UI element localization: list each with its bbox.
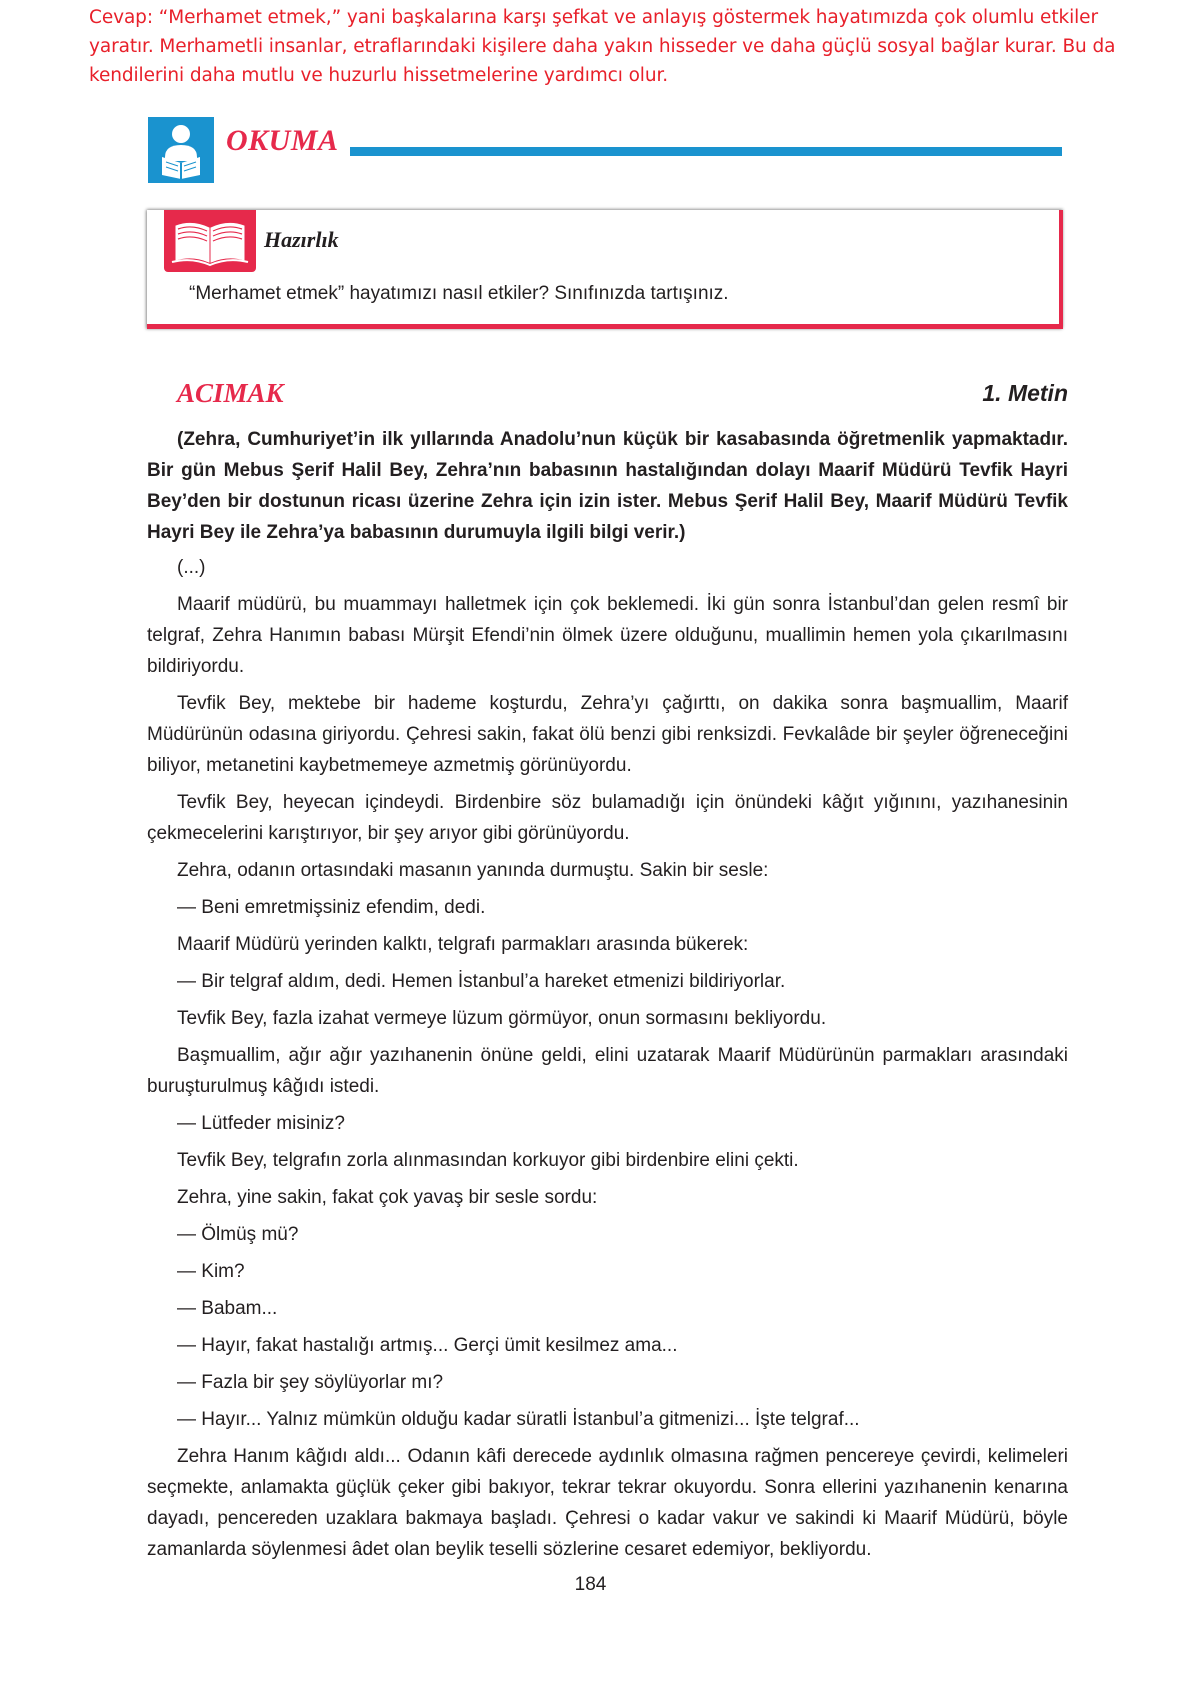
section-title-bar bbox=[350, 147, 1062, 156]
paragraph: Zehra Hanım kâğıdı aldı... Odanın kâfi derecede aydınlık olmasına rağmen pencereye çevirdi, kelimeleri seçmekte, anlamakta güçlük çeker gibi bakıyor, tekrar tekrar okuyordu. Sonra ellerini yazıhanenin kenarına dayadı, pencereden uzaklara bakmaya başladı. Çehresi o kadar vakur ve sakindi ki Maarif Müdürü, böyle zamanlarda söylenmesi âdet olan beylik teselli sözlerine cesaret edemiyor, bekliyordu. bbox=[147, 1446, 1068, 1560]
reading-text bbox=[147, 424, 1068, 1571]
paragraph: Maarif müdürü, bu muammayı halletmek için çok beklemedi. İki gün sonra İstanbul’dan gelen resmî bir telgraf, Zehra Hanımın babası Mürşit Efendi’nin ölmek üzere olduğunu, muallimin hemen yola çıkarılmasını bildiriyordu. bbox=[147, 594, 1068, 677]
dialogue-line: — Bir telgraf aldım, dedi. Hemen İstanbul’a hareket etmenizi bildiriyorlar. bbox=[177, 971, 786, 992]
open-book-icon bbox=[164, 210, 256, 272]
dialogue-line: — Hayır... Yalnız mümkün olduğu kadar süratli İstanbul’a gitmenizi... İşte telgraf... bbox=[177, 1409, 860, 1430]
paragraph: Başmuallim, ağır ağır yazıhanenin önüne geldi, elini uzatarak Maarif Müdürünün parmakları arasındaki buruşturulmuş kâğıdı istedi. bbox=[147, 1045, 1068, 1097]
dialogue-line: — Kim? bbox=[177, 1261, 245, 1282]
text-label: 1. Metin bbox=[982, 380, 1068, 406]
answer-text: Cevap: “Merhamet etmek,” yani başkalarına karşı şefkat ve anlayış göstermek hayatımızda çok olumlu etkiler yaratır. Merhametli insanlar, etraflarındaki kişilere daha yakın hisseder ve daha güçlü sosyal bağlar kurar. Bu da kendilerini daha mutlu ve huzurlu hissetmelerine yardımcı olur. bbox=[89, 7, 1116, 86]
dialogue-line: — Hayır, fakat hastalığı artmış... Gerçi ümit kesilmez ama... bbox=[177, 1335, 678, 1356]
dialogue-line: — Ölmüş mü? bbox=[177, 1224, 299, 1245]
dialogue-line: — Fazla bir şey söylüyorlar mı? bbox=[177, 1372, 444, 1393]
preparation-question: “Merhamet etmek” hayatımızı nasıl etkiler? Sınıfınızda tartışınız. bbox=[189, 283, 729, 304]
paragraph: (...) bbox=[177, 557, 206, 578]
paragraph: Tevfik Bey, mektebe bir hademe koşturdu, Zehra’yı çağırttı, on dakika sonra başmuallim, Maarif Müdürünün odasına giriyordu. Çehresi sakin, fakat ölü benzi gibi renksizdi. Fevkalâde bir şeyler öğreneceğini biliyor, metanetini kaybetmemeye azmetmiş görünüyordu. bbox=[147, 693, 1068, 776]
dialogue-line: — Lütfeder misiniz? bbox=[177, 1113, 345, 1134]
dialogue-line: — Beni emretmişsiniz efendim, dedi. bbox=[177, 897, 486, 918]
paragraph: Tevfik Bey, fazla izahat vermeye lüzum görmüyor, onun sormasını bekliyordu. bbox=[177, 1008, 827, 1029]
page-number: 184 bbox=[574, 1574, 607, 1595]
reading-person-icon bbox=[148, 117, 214, 183]
paragraph: Tevfik Bey, heyecan içindeydi. Birdenbire söz bulamadığı için önündeki kâğıt yığınını, yazıhanesinin çekmecelerini karıştırıyor, bir şey arıyor gibi görünüyordu. bbox=[147, 792, 1068, 844]
paragraph: Zehra, odanın ortasındaki masanın yanında durmuştu. Sakin bir sesle: bbox=[177, 860, 769, 881]
paragraph: Maarif Müdürü yerinden kalktı, telgrafı parmakları arasında bükerek: bbox=[177, 934, 749, 955]
preparation-title: Hazırlık bbox=[264, 227, 339, 252]
paragraph: Tevfik Bey, telgrafın zorla alınmasından korkuyor gibi birdenbire elini çekti. bbox=[177, 1150, 799, 1171]
dialogue-line: — Babam... bbox=[177, 1298, 278, 1319]
reading-title: ACIMAK bbox=[177, 378, 284, 408]
intro-paragraph: (Zehra, Cumhuriyet’in ilk yıllarında Anadolu’nun küçük bir kasabasında öğretmenlik yapmaktadır. Bir gün Mebus Şerif Halil Bey, Zehra’nın babasının hastalığından dolayı Maarif Müdürü Tevfik Hayri Bey’den bir dostunun ricası üzerine Zehra için izin ister. Mebus Şerif Halil Bey, Maarif Müdürü Tevfik Hayri Bey ile Zehra’ya babasının durumuyla ilgili bilgi verir.) bbox=[147, 429, 1068, 543]
paragraph: Zehra, yine sakin, fakat çok yavaş bir sesle sordu: bbox=[177, 1187, 598, 1208]
section-title-okuma: OKUMA bbox=[226, 124, 339, 157]
